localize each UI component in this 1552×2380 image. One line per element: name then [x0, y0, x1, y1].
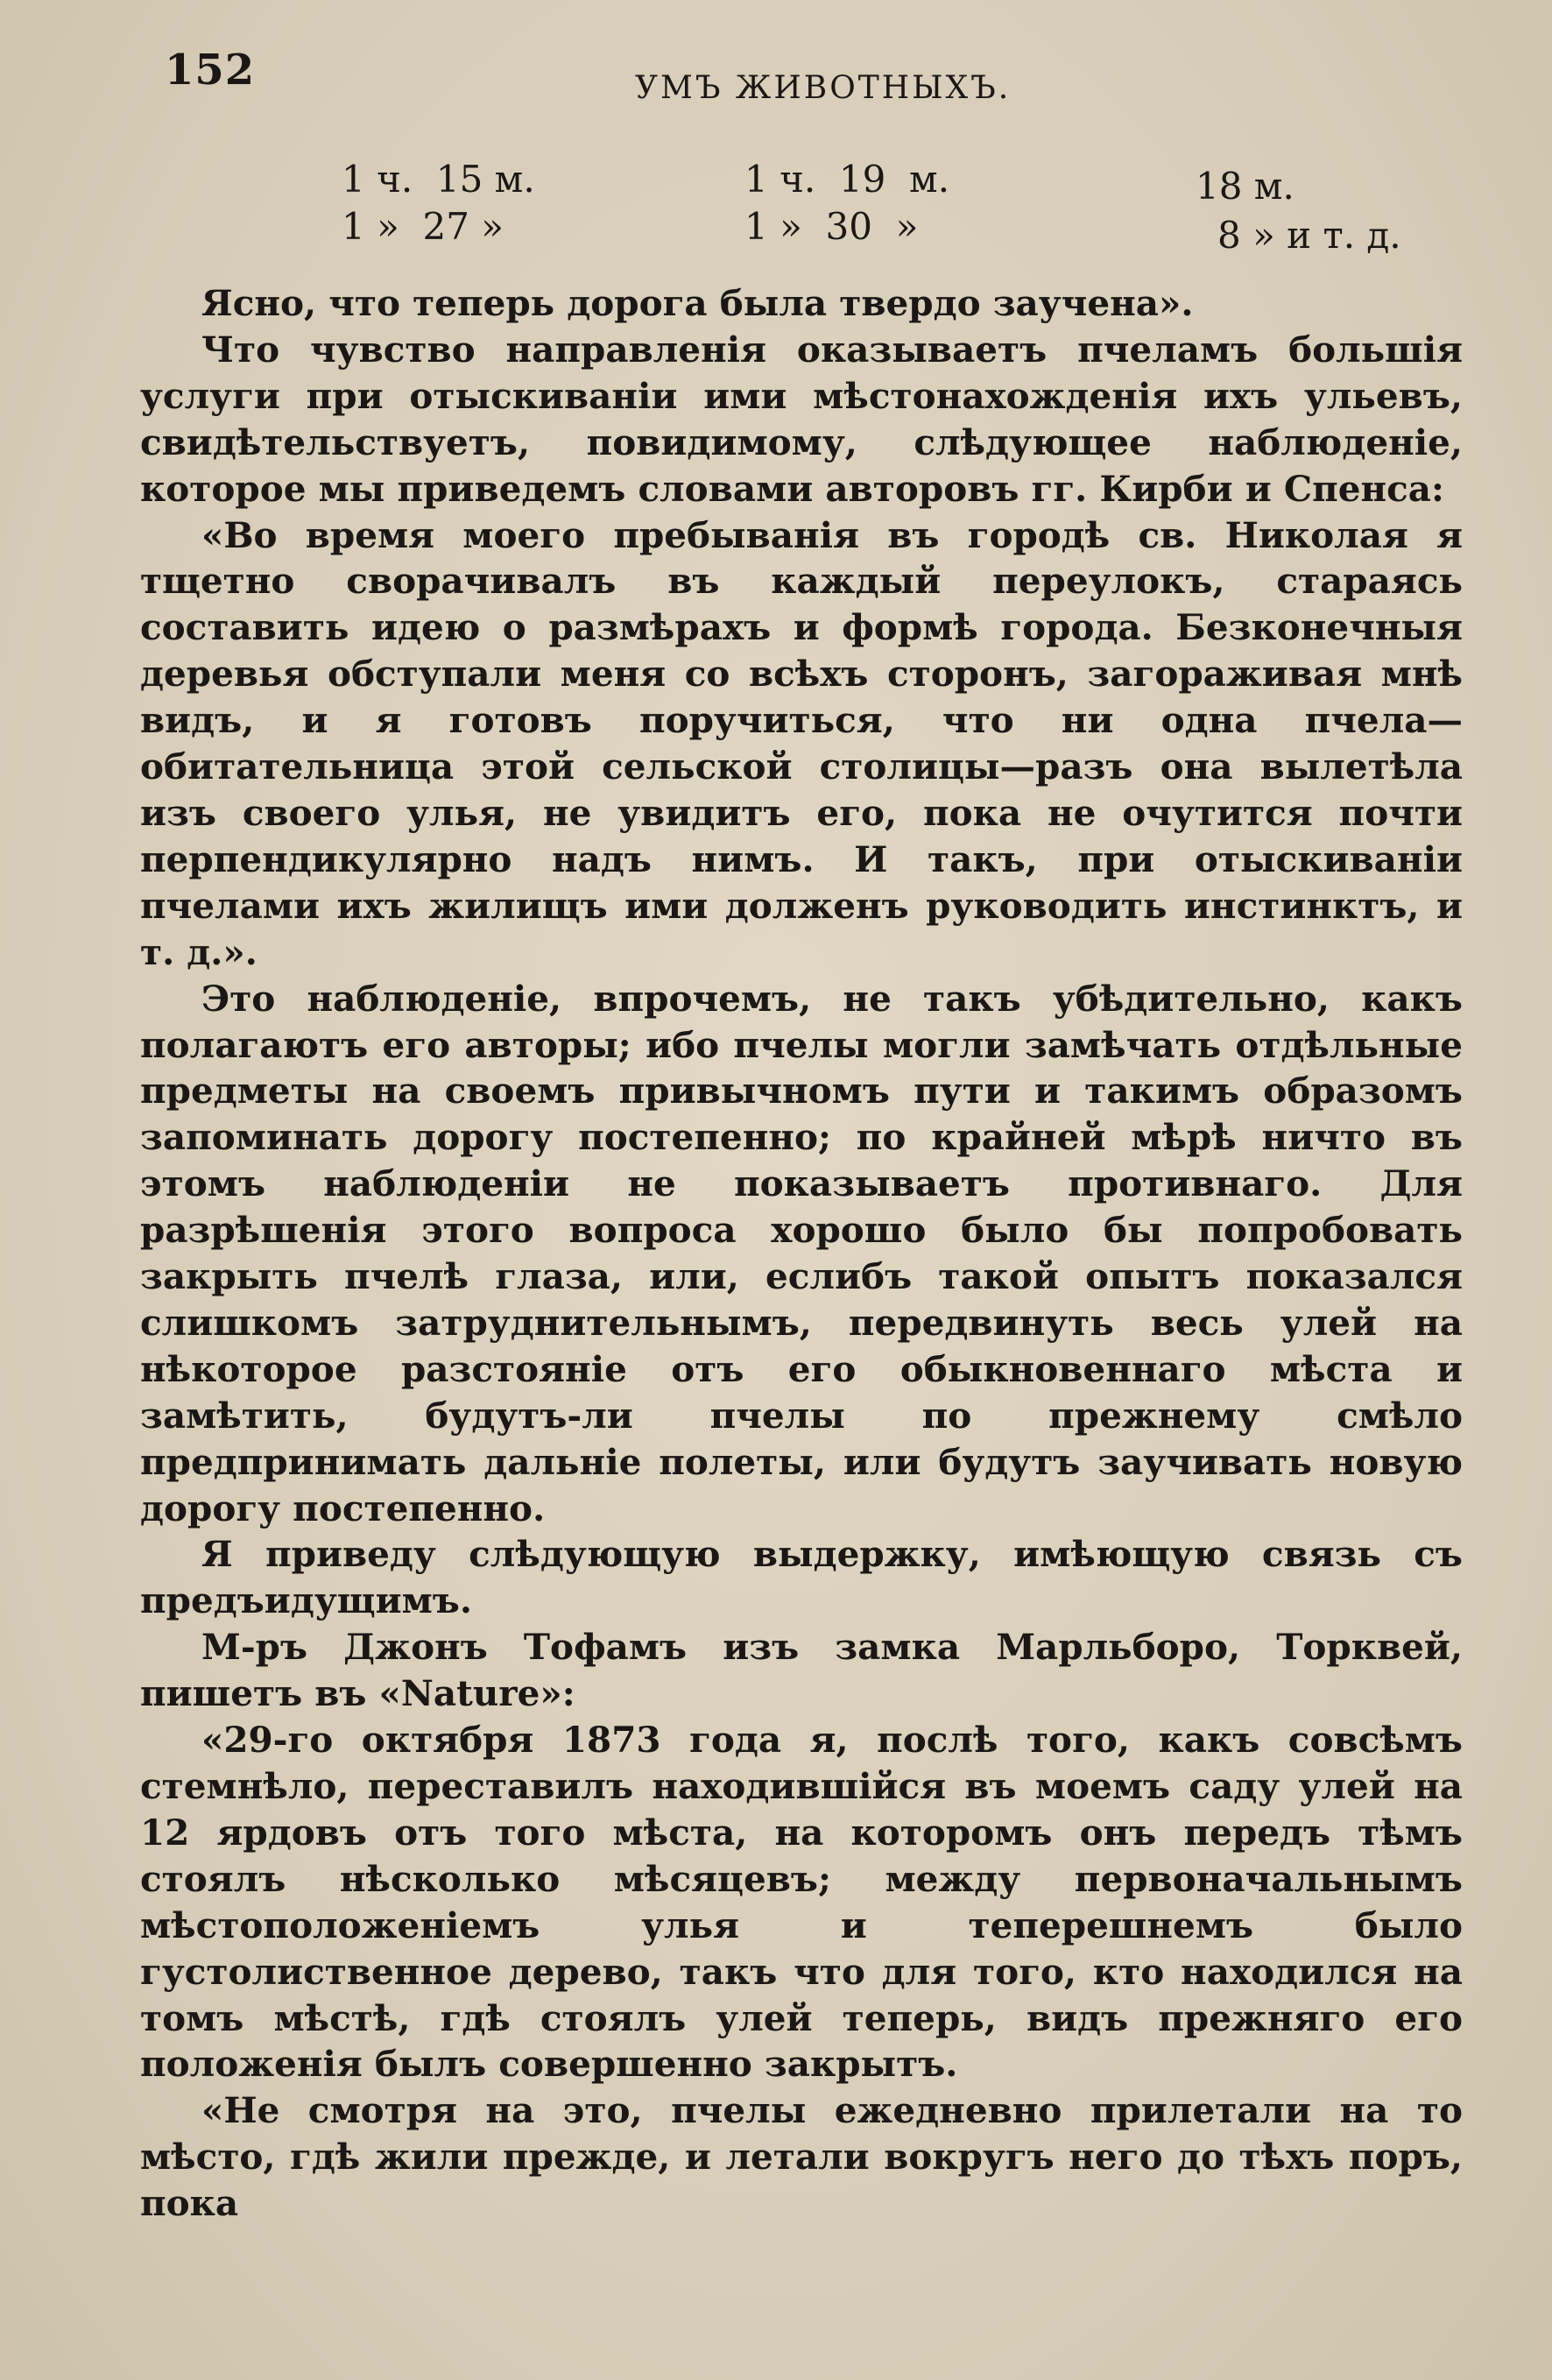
paragraph: М-ръ Джонъ Тофамъ изъ замка Марльборо, Торквей, пишетъ въ «Nature»: [140, 1626, 1463, 1715]
time-cell: 8 » и т. д. [1217, 214, 1401, 257]
running-title: УМЪ ЖИВОТНЫХЪ. [635, 70, 1012, 106]
time-row [0, 158, 1552, 208]
time-row [0, 205, 1552, 257]
time-cell: 1 » 27 » [342, 205, 504, 248]
time-cell: 1 » 30 » [744, 205, 919, 248]
time-cell: 1 ч. 19 м. [744, 158, 950, 201]
paragraph: Что чувство направленія оказываетъ пчеламъ большія услуги при отыскиваніи ими мѣстонахожденія ихъ ульевъ, свидѣтельствуетъ, повидимому, слѣдующее наблюденіе, которое мы приведемъ словами авторовъ гг. Кирби и Спенса: [140, 328, 1463, 510]
time-cell: 18 м. [1196, 165, 1295, 208]
paragraph: Я приведу слѣдующую выдержку, имѣющую связь съ предъидущимъ. [140, 1533, 1463, 1622]
quoted-paragraph: «29-го октября 1873 года я, послѣ того, какъ совсѣмъ стемнѣло, переставилъ находившійся въ моемъ саду улей на 12 ярдовъ отъ того мѣста, на которомъ онъ передъ тѣмъ стоялъ нѣсколько мѣсяцевъ; между первоначальнымъ мѣстоположеніемъ улья и теперешнемъ было густолиственное дерево, такъ что для того, кто находился на томъ мѣстѣ, гдѣ стоялъ улей теперь, видъ прежняго его положенія былъ совершенно закрытъ. [140, 1719, 1463, 2086]
time-table [0, 158, 1552, 263]
quoted-paragraph: «Во время моего пребыванія въ городѣ св. Николая я тщетно сворачивалъ въ каждый переулокъ, стараясь составить идею о размѣрахъ и формѣ города. Безконечныя деревья обступали меня со всѣхъ сторонъ, загораживая мнѣ видъ, и я готовъ поручиться, что ни одна пчела—обитательница этой сельской столицы—разъ она вылетѣла изъ своего улья, не увидитъ его, пока не очутится почти перпендикулярно надъ нимъ. И такъ, при отыскиваніи пчелами ихъ жилищъ ими долженъ руководить инстинктъ, и т. д.». [140, 513, 1463, 973]
paragraph: Ясно, что теперь дорога была твердо заучена». [201, 282, 1194, 324]
time-cell: 1 ч. 15 м. [342, 158, 535, 201]
quoted-paragraph: «Не смотря на это, пчелы ежедневно прилетали на то мѣсто, гдѣ жили прежде, и летали вокругъ него до тѣхъ поръ, пока [140, 2089, 1463, 2225]
page-number: 152 [165, 46, 256, 95]
paragraph: Это наблюденіе, впрочемъ, не такъ убѣдительно, какъ полагаютъ его авторы; ибо пчелы могли замѣчать отдѣльные предметы на своемъ привычномъ пути и такимъ образомъ запоминать дорогу постепенно; по крайней мѣрѣ ничто въ этомъ наблюденіи не показываетъ противнаго. Для разрѣшенія этого вопроса хорошо было бы попробовать закрыть пчелѣ глаза, или, еслибъ такой опытъ показался слишкомъ затруднительнымъ, передвинуть весь улей на нѣкоторое разстояніе отъ его обыкновеннаго мѣста и замѣтить, будутъ-ли пчелы по прежнему смѣло предпринимать дальніе полеты, или будутъ заучивать новую дорогу постепенно. [140, 977, 1463, 1529]
body-text [140, 280, 1463, 2227]
